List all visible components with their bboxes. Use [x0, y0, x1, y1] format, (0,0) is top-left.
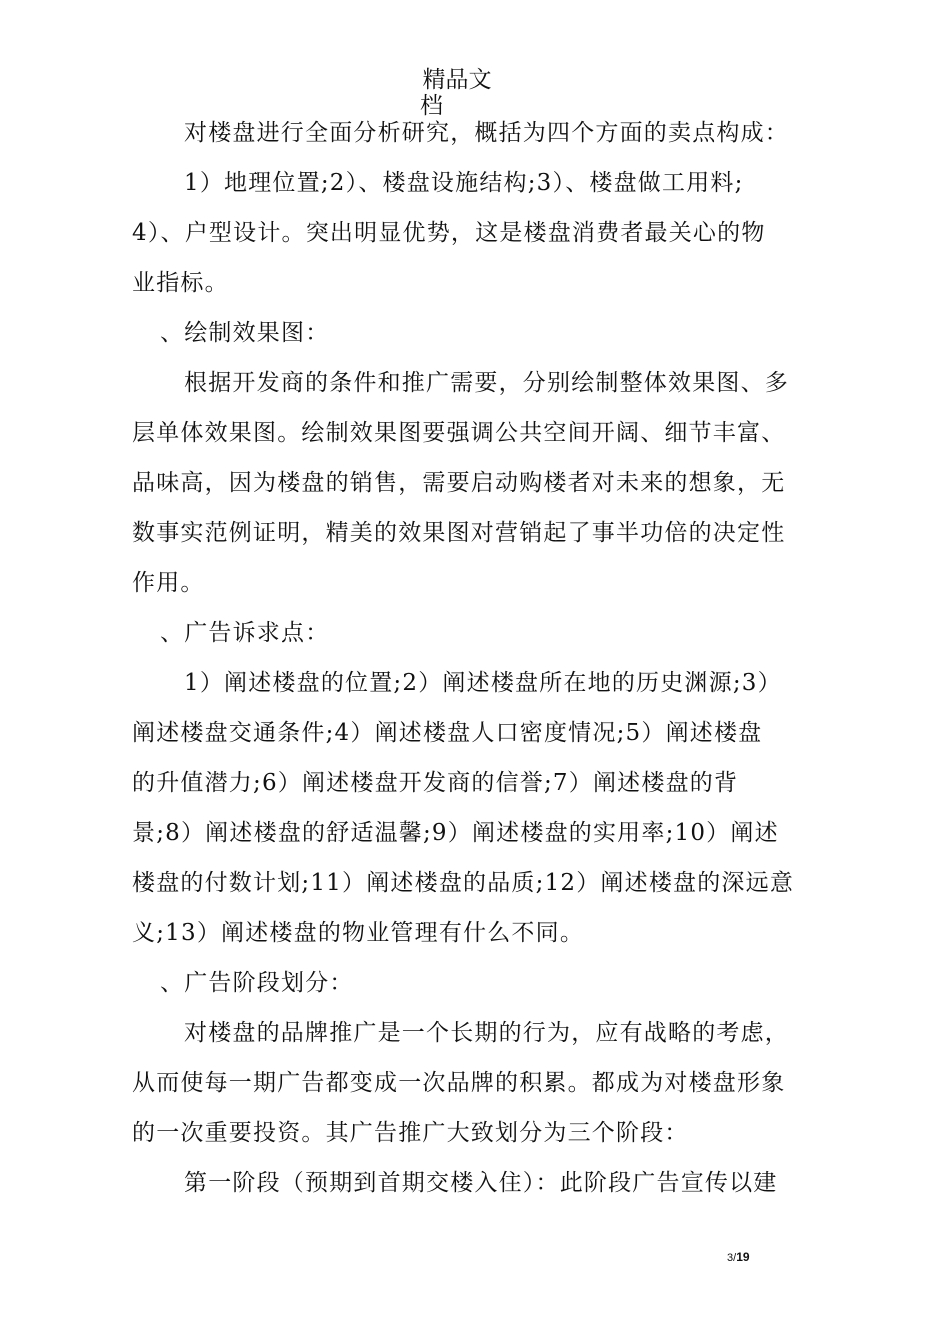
page-separator: / [733, 1252, 737, 1264]
text-line: 楼盘的付数计划;11）阐述楼盘的品质;12）阐述楼盘的深远意 [132, 870, 795, 896]
text-line: 根据开发商的条件和推广需要，分别绘制整体效果图、多 [184, 370, 789, 396]
total-pages: 19 [736, 1250, 750, 1264]
section-heading: 、绘制效果图： [160, 320, 330, 346]
text-line: 景;8）阐述楼盘的舒适温馨;9）阐述楼盘的实用率;10）阐述 [132, 820, 779, 846]
text-line: 义;13）阐述楼盘的物业管理有什么不同。 [132, 920, 585, 946]
text-line: 4）、户型设计。突出明显优势，这是楼盘消费者最关心的物 [132, 220, 766, 246]
text-line: 对楼盘的品牌推广是一个长期的行为，应有战略的考虑， [184, 1020, 789, 1046]
section-heading: 、广告诉求点： [160, 620, 330, 646]
header-line-2: 档 [420, 93, 443, 119]
text-line: 对楼盘进行全面分析研究，概括为四个方面的卖点构成： [184, 120, 789, 146]
text-line: 品味高，因为楼盘的销售，需要启动购楼者对未来的想象，无 [132, 470, 786, 496]
text-line: 阐述楼盘交通条件;4）阐述楼盘人口密度情况;5）阐述楼盘 [132, 720, 763, 746]
text-line: 数事实范例证明，精美的效果图对营销起了事半功倍的决定性 [132, 520, 786, 546]
text-line: 的一次重要投资。其广告推广大致划分为三个阶段： [132, 1120, 689, 1146]
text-line: 1）地理位置;2）、楼盘设施结构;3）、楼盘做工用料; [184, 170, 744, 196]
current-page: 3 [727, 1252, 734, 1264]
header-line-1: 精品文 [422, 67, 492, 93]
text-line: 第一阶段（预期到首期交楼入住）：此阶段广告宣传以建 [184, 1170, 778, 1196]
text-line: 的升值潜力;6）阐述楼盘开发商的信誉;7）阐述楼盘的背 [132, 770, 739, 796]
text-line: 层单体效果图。绘制效果图要强调公共空间开阔、细节丰富、 [132, 420, 786, 446]
text-line: 作用。 [132, 570, 205, 596]
section-heading: 、广告阶段划分： [160, 970, 354, 996]
page-header [412, 66, 502, 120]
text-line: 业指标。 [132, 270, 229, 296]
page-number [727, 1250, 750, 1264]
text-line: 1）阐述楼盘的位置;2）阐述楼盘所在地的历史渊源;3） [184, 670, 782, 696]
text-line: 从而使每一期广告都变成一次品牌的积累。都成为对楼盘形象 [132, 1070, 786, 1096]
